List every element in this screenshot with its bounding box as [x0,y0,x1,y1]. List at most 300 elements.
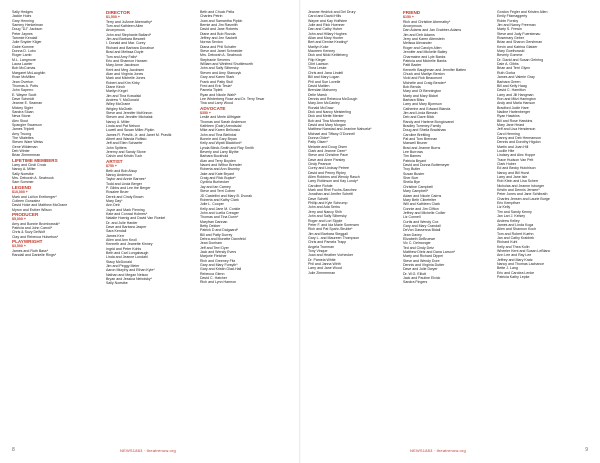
donor-name: Dave Schettl [308,196,329,201]
donor-name: Tom and Robert Kuehn [497,231,534,236]
section-amount: $3,500 + [12,244,26,249]
donor-name: M.L. Langmore [12,57,36,62]
donor-name: Jennifer and Michelle Bailey [403,50,448,55]
donor-name: Peter Jones and Jane Schibrath [497,192,548,197]
donor-name: David Hoke and Matthew McGrane [12,203,68,208]
donor-name: Patrick D and Dalgaard* [200,228,239,233]
col-3 [200,10,312,285]
donor-name: Randall and Danielle Rings* [12,253,57,258]
donor-name: Roberta and Ann Brumby [200,167,240,172]
donor-name: Mrs. Deborah A. Seabrook [12,176,54,181]
donor-name: Jan and Cathy Krabbek [497,235,535,240]
donor-name: JD Castellini and Mary B. Dvorak [200,193,253,198]
donor-name: Myron and Esther Wilson [12,207,52,212]
donor-name: David and Donna Buttemeyer [403,163,450,168]
donor-name: Bonnie and Gary Bryan [200,137,237,142]
donor-name: John and Hillary Hughes [308,31,347,36]
donor-name: Phil and Sue Lovelle [308,79,341,84]
donor-name: Emily Fitzmaggerty [497,14,528,19]
donor-name: Pat and Tom Brennan [403,137,438,142]
donor-name: Gene Wildeman [12,144,38,149]
donor-name: Bill and Patty Durrey [200,232,233,237]
donor-name: Ann Deir [106,203,120,208]
donor-name: Rosemary Geber [497,36,525,41]
donor-name: Anonymous [403,24,422,29]
donor-name: Jean Davey [403,232,422,237]
donor-name: Andrew Y. McDonald [106,97,139,102]
donor-name: Wrigley McGrath [106,106,133,111]
donor-name: Roberta and Kathy Clark [200,197,239,202]
donor-name: Sammy Henkelman [12,23,43,28]
donor-name: Alex Stout [12,118,29,123]
donor-name: Robert and Kim Kirby [106,80,140,85]
donor-name: Mickey Sigler [12,105,34,110]
donor-name: James and Linda Koga [497,222,534,227]
donor-name: Stacy McDonald [106,259,132,264]
donor-name: Mrs. Deborah A. Seabrook [200,53,242,58]
donor-name: Jack and Wendy Evers [200,249,237,254]
section-heading: PLAYWRIGHT [12,239,43,245]
donor-name: Steven Ware Weiss [12,140,43,145]
donor-name: Adam and Nicole Cairns [403,193,442,198]
donor-name: Randy and Harlene Bongiovanni [403,119,455,124]
donor-name: Jim and Barbara Steggall [308,231,348,236]
donor-name: Cindy Pearson [308,162,332,167]
donor-name: James Kerr [106,233,125,238]
donor-name: Connie and Jim Clifton [403,206,439,211]
donor-name: Eric and Shannon Hansen [106,58,148,63]
right-page-number: 9 [585,447,588,453]
donor-name: Tammie Kendall [12,36,38,41]
right-footer: NEWS1883 · theatrenow.org [410,448,466,453]
donor-name: Jim and Tina Kowalski [106,93,142,98]
donor-name: John Saperro [12,88,34,93]
donor-name: Ted and Cindy Detz [403,245,434,250]
donor-name: Caroline Breitling [403,132,431,137]
donor-name: Beth and Carl Longabaugh [106,251,149,256]
donor-name: Phillip and Kyle Schrump [308,201,348,206]
donor-name: Clint Lawson [308,62,329,67]
donor-name: Bradley Tommey-Family [403,124,441,128]
donor-name: Liz Kelly [497,205,511,210]
donor-name: Rob Klein and Lisa Scherr [497,179,539,184]
donor-name: Colleen Gonzalez [12,198,40,203]
donor-name: Barbara Green [497,79,521,84]
left-page-number: 8 [12,447,15,453]
donor-name: Joyce and Mark Fleming [106,207,145,212]
donor-name: Andrew Kelley [497,218,520,223]
donor-name: Steve and Wendy Dore [403,258,440,263]
donor-name: Beth and Bob Alsup [106,168,138,173]
donor-name: Eric and Carolea Lenke [497,270,535,275]
donor-name: Dr. and Julie Harder [106,220,138,225]
donor-name: Gary and Kristin Glad-Hall [200,267,242,272]
donor-name: Larry and Jill Hangman [497,92,534,97]
donor-name: Steve and Terri Cohen [200,189,236,194]
donor-name: Roger and Carolyn Allen [403,45,442,50]
donor-name: Jim and Deb Adams [403,32,435,37]
donor-name: Roger and Lori Sipple [308,218,343,223]
donor-name: Bill and Rose Hawkins [497,118,533,123]
donor-name: Jim and Nancy Freeman [497,23,536,28]
donor-name: Elizabeth DeBruewe [403,236,436,241]
donor-name: Rich and Pat Spahr-Struble* [308,227,353,232]
donor-name: Dave and Barbara Jasper [106,224,147,229]
donor-name: Gary L. and Maureen Thompson [308,235,360,240]
donor-name: Mary Day* [106,198,123,203]
donor-name: Beth and Chuck Pella [200,10,235,14]
donor-name: Alan and Virginia Jones [106,71,144,76]
donor-name: Fred and Eric Tesla* [200,83,232,88]
donor-name: Dr. W.G. Elliott [403,271,427,276]
donor-name: Beverly Gomme [497,53,523,58]
donor-name: Bill and Mary Logan [308,75,340,80]
donor-name: Michelle and Craig Bender* [403,80,447,85]
donor-name: Jake and Kate Bryant [200,171,234,176]
donor-name: Danny and Deb Hermanson [497,135,541,140]
donor-name: Rose McMillen [12,75,36,80]
donor-name: Sally Noestke [106,281,128,286]
donor-name: Sally Noestke [12,171,34,176]
donor-name: Neva Stone [12,114,31,119]
donor-name: Patti Baxter [403,63,422,68]
donor-name: Jeff and Terri Dyer [200,245,229,250]
donor-name: Ingrid and Peter Kohls [106,246,142,251]
donor-name: Mary and Ol Bennington [403,89,442,94]
donor-name: Mike and Karen Bellonsio [200,128,241,133]
donor-name: Amy and Bonnie Brombowski* [12,221,60,226]
donor-name: Mark and Michelle Jones [106,76,146,81]
donor-name: Roger Lamb [12,53,32,58]
donor-name: Jeremy and Sandy Stone [106,150,146,155]
donor-name: Steve and Janet Schneider [200,49,243,54]
donor-name: Rebecca Glenn [200,271,225,276]
donor-name: James and Valerie Gray [497,75,535,80]
donor-name: Nancy and Thomas Lachance [497,261,545,266]
donor-name: Kate and Conrad Holmes* [106,211,148,216]
donor-name: Chuck and Marilyn Benton [403,71,445,76]
donor-name: Sandra Fingers [403,280,428,285]
donor-name: Sam Sommer [12,180,34,185]
donor-name: Peter Jaynes [12,31,33,36]
donor-name: Brian and Sharon Gershman [497,40,543,45]
donor-name: Ryan and Nicole Wahl* [200,92,237,97]
donor-name: Jay and Ian Carney [200,184,231,189]
donor-name: P. Gibbs and Lee the Berger [106,185,151,190]
donor-name: Kenneth Baughman and Jennifer Batten [403,67,467,72]
donor-name: Tom and Kathleen Allen [106,24,144,29]
donor-name: Maxwell Bruner [403,141,428,146]
donor-name: Doug and Sheila Bradshaw [403,128,446,133]
section-heading: ADVOCATE [200,105,226,111]
donor-name: Mary Beth Clinefelter [403,197,437,202]
donor-name: Frank and Patty Stull [200,79,233,84]
donor-name: Nancy A. Miller [12,167,36,172]
donor-name: Julie L. Cooper [200,202,224,207]
donor-name: Jack and Pauline Elvick [403,276,441,281]
donor-name: Cynthia Burbecker [200,180,230,185]
donor-name: Delle Marsh [308,92,327,97]
donor-name: I. Donald and Mar. Corey [106,41,146,46]
donor-name: Steven and Amy Stanczyk [200,70,242,75]
section-amount: $350 + [200,110,211,115]
donor-name: Tim and Sandy Kenny [497,209,532,214]
donor-name: Dick and Nancy Meisterling [308,109,351,114]
donor-name: Jeanne Hedrick and Del Drury [308,10,356,14]
donor-name: Larry and Jane Wood [308,266,342,271]
donor-name: Steven and Jennifer Michalak [106,115,153,120]
donor-name: Tim Barnes [403,154,422,159]
donor-name: Trace Hudson Van Pelt [497,157,534,162]
donor-name: Allen and Ann Knoll [106,238,137,242]
donor-name: Dennis and Rebecca McGough [308,96,358,101]
donor-name: Jeffrey and Mary Kratz [497,257,533,262]
donor-name: Vicki and Rob Beaumont [403,76,442,81]
donor-name: Matthew Nanstad and Jeanine Nahuela* [308,127,372,132]
donor-name: Kelly and Thea Kolln [497,244,530,249]
donor-name: Tom and Amy Falls* [106,54,138,59]
donor-name: Mark and LaVon Ereiberger* [12,194,57,199]
donor-name: Pamela Tiplett [200,88,223,93]
donor-name: Marilyn Kegel [106,89,128,94]
donor-name: Richard Kuhl [497,240,518,245]
donor-name: Thomas and Sarah Anderson [200,119,247,124]
donor-name: Nathan and Megan Nelson [106,272,149,277]
donor-name: Dick and Mette Menter [308,114,344,119]
donor-name: Wayne and Kay Hoffstee [308,18,348,23]
donor-name: Marilyn Koke [308,44,329,49]
donor-name: Jeff and Ellen Schaefer [106,141,143,146]
donor-name: Brian and Terri Glynn [497,66,531,71]
donor-name: Richard and Barbara Donahue [106,45,155,50]
section-amount: $10,000 + [12,190,28,195]
donor-name: Liz Connell [403,215,421,220]
donor-name: Craig and Rick Bupke* [200,176,236,181]
donor-name: Nancy and Bill Hurst [497,170,530,175]
donor-name: Dick and Nikki Kettleberg [308,53,348,58]
donor-name: Robin Forsby [497,18,519,23]
donor-name: Charles Jensen and Laurie Burge [497,196,550,201]
donor-name: Gordon Fegler and Kristen Allen [497,10,548,14]
donor-name: Steve and Judy Fuerstenau [497,31,541,36]
section-heading: DIRECTOR [106,10,130,15]
donor-name: Kristin and Dennis Jensen* [497,188,540,193]
donor-name: Clark and Jeanne Ozen* [308,149,347,153]
donor-name: Jerry and Karen Altenstein [403,37,445,42]
donor-name: David and Jane Roberts [200,27,239,32]
donor-name: Jonathan and Jenifer Schettl [308,192,353,197]
donor-name: Matthew Dietz and Dana Larson* [403,249,456,254]
section-heading: LIFETIME MEMBERS [12,157,58,163]
donor-name: Charles Petrin [200,14,223,19]
donor-name: Nancy A. Miller [106,119,130,124]
donor-name: James and Ruth Bass* [12,248,49,253]
donor-name: Ruth Gorka [497,70,516,75]
donor-name: Larry and Cindi Crock [12,163,47,168]
donor-name: Martin and Joan Hill [497,144,529,149]
donor-name: Dan and Cathy Huber [308,27,343,32]
donor-name: Ron and Mitzi Hanington [497,96,536,101]
donor-name: Thomas and Tina Dunn* [200,215,239,220]
donor-name: Amy Truong [12,131,32,136]
donor-name: Thea Leske [308,66,327,71]
donor-name: Sandra Sloan [12,109,34,114]
donor-name: James Triplett [12,127,35,132]
donor-name: Sally Hedges [12,10,33,14]
donor-name: Bill and Kelly Haag [497,83,527,88]
donor-name: Dennis and Virginia Dutter [403,263,445,267]
donor-name: Jeffrey and Jen Sackett [200,36,238,41]
donor-name: Spangler Swanson [12,122,42,127]
donor-name: Filip Kleger [308,57,326,62]
section-amount: $750 + [106,164,117,169]
donor-name: Laura Lawler [12,62,33,67]
donor-name: Patricia Kathy Lepke [497,274,530,279]
donor-name: Marty and Mary Bickel [403,93,439,98]
donor-name: Dave and Julie Dwyer [403,267,438,272]
donor-name: Diana and Phil Schafer [200,44,237,49]
donor-name: James R. Pravlik, Jr. and Janet M. Pravlik [106,132,172,137]
donor-name: John and Ada Serbu [308,205,341,210]
donor-name: Ronald McGraw [308,105,334,110]
donor-name: John and Sally Silbersky [200,66,239,71]
donor-name: Christine Campbell [403,184,433,189]
donor-name: Linda and Jeanne Lundahl [106,255,148,260]
donor-name: Allen and Shannon Koch [497,227,537,232]
donor-name: Mary Goethowski [497,49,525,54]
donor-name: Jim and Barbara Beswell [106,37,146,42]
donor-name: Melissa Alexander [403,41,432,46]
donor-name: Jean Dunham [200,241,223,246]
donor-name: Wiley McGrane [106,102,131,107]
section-amount: $5,000 + [12,217,26,222]
donor-name: Dr. Pamela White [308,257,336,262]
donor-name: Marjorie Fletcher [200,254,227,259]
donor-name: Lee Burrows [403,150,423,155]
donor-name: Albert and Wanda Ruffalo [106,137,147,142]
donor-name: Rosalee Bruer [106,190,129,195]
donor-name: Brian Zimmerman [12,153,41,158]
donor-name: Lee Winterberg Rose and Dr. Terry Tesar [200,96,265,101]
donor-name: Bert and Denise Keating* [308,40,348,45]
donor-name: Carol Henning [497,131,520,136]
donor-name: Peter F. and Ida Marie Sorensen [308,222,360,227]
section-heading: ARTIST [106,158,123,164]
donor-name: Jerry and Nancy Shih [308,209,342,214]
donor-name: Tina and Larry Wood [200,101,233,106]
donor-name: Donna Older* [308,135,330,140]
donor-name: Nancy Anderson [106,172,133,177]
donor-name: Gary Henning [12,18,34,23]
donor-name: Lowell and Susan Miller-Pipkin [106,128,155,133]
donor-name: Bryan and Jessica Nebolsky* [106,277,152,282]
donor-name: Anonymous [106,28,125,33]
donor-name: Troy Butler [403,167,421,172]
donor-name: Thomas A. Potts [12,83,39,88]
donor-name: Todd and Linda Berger [106,181,142,186]
donor-name: Bradford Jodie Hare [497,105,529,110]
donor-name: Marty S. Frewin [497,27,522,32]
donor-name: David and Penny Ripley [308,170,346,175]
donor-name: Vic C. Delmonger [403,241,431,246]
donor-name: Kathleen (Dale) Arendsdal [200,124,242,128]
donor-name: Julie Snyder Kliger [12,40,42,45]
donor-name: Jeanne E. Seaman [12,101,43,106]
donor-name: Jan Lari J. Kelsey [497,214,525,219]
donor-name: Aaron Murphy and Ethan Kyle* [106,268,155,273]
donor-name: Will and Kathleen Clark [403,202,440,207]
donor-name: Beverly and Larry Blythe [200,150,239,155]
donor-name: Maryfran Dannan [200,219,228,224]
donor-name: Bernie and Jim Rasmith [200,23,238,28]
donor-name: William and Winifred Shuttleworth [200,62,254,67]
donor-name: Nicholas and Jeanne Isburger [497,183,545,188]
donor-name: Bob McComas [12,66,36,71]
donor-name: Barbara Bilss [403,97,425,102]
donor-name: Brendan Mahoney [308,88,337,93]
section-heading: LEGEND [12,184,32,190]
donor-name: Gabe Kumme [12,44,34,49]
donor-name: E. Wayne Scott [12,92,37,97]
donor-name: Patricia and John Carroll* [12,226,53,231]
donor-name: Deb and Dave Blick [403,115,435,120]
donor-name: Patricia and Michelle Banks [403,58,447,63]
donor-name: Julie and Rick Hoenner [308,23,345,28]
donor-name: Mary Ann McCanley [308,101,340,106]
donor-name: Allan and Mary Hunter [308,36,344,41]
donor-name: Andy and Marla Hanson [497,101,536,106]
donor-name: Alan and Terry Boyden [200,158,236,163]
donor-name: Naomi and Wilbur Brender [200,163,242,168]
donor-name: Susan Buster [403,171,425,176]
donor-name: Mary Anne Jacobson [106,63,140,68]
donor-name: John and Stephanie Ballard* [106,32,151,37]
donor-name: Kelly and Wyatt Blackford* [200,141,242,146]
donor-name: Curtis and Wendy Cox [403,219,439,224]
donor-name: David C. Hamilton [497,88,526,93]
donor-name: Steve and Christine Pace [308,153,349,158]
donor-name: David C. Hatcher [200,276,228,281]
donor-name: Kent and Meg Jacobsen [106,67,145,72]
donor-name: Caroline Rohde [308,183,333,188]
donor-name: Derek and Cindy Brown [106,194,144,199]
section-heading: PRODUCER [12,211,39,217]
donor-name: Marty and Richard Dippel [403,254,444,259]
donor-name: Michael and Tiffany O'Donnell [308,131,355,136]
donor-name: Patty Olsen* [308,140,328,145]
donor-name: Gary and Mary Forsyth* [200,263,238,267]
donor-name: Julie Zimmerman [308,270,336,275]
section-amount: $1,500 + [106,15,120,20]
donor-name: Dale A. Gibbs [497,62,519,67]
donor-name: Chris and Pamela Trapp [308,240,347,245]
donor-name: Barbara Bockhold [200,154,229,159]
donor-name: Maureen Kenney [308,49,336,54]
donor-name: Jim and Peggy Meier [106,264,140,269]
donor-name: Joan and Samantha Pipkin [200,18,243,23]
donor-name: Melanie and Doug Olsen [308,144,348,149]
donor-name: Ed and Becky Hutchison [497,166,536,171]
donor-name: Clark Huber [497,162,516,167]
donor-name: Steve and Jennifer McKinnon [106,110,153,115]
donor-name: Mary Jane Heard [497,122,525,127]
donor-name: Mark and Rhel Fuchs-Sanchez [308,188,357,193]
donor-name: Carol and David Hills [308,14,342,19]
donor-name: David and Mary Morgan [308,122,346,127]
donor-name: Sher Burr [403,176,419,181]
donor-name: Leslie and Merle Allfrigate [200,115,241,120]
donor-name: Donna D. Lobo [12,49,36,54]
